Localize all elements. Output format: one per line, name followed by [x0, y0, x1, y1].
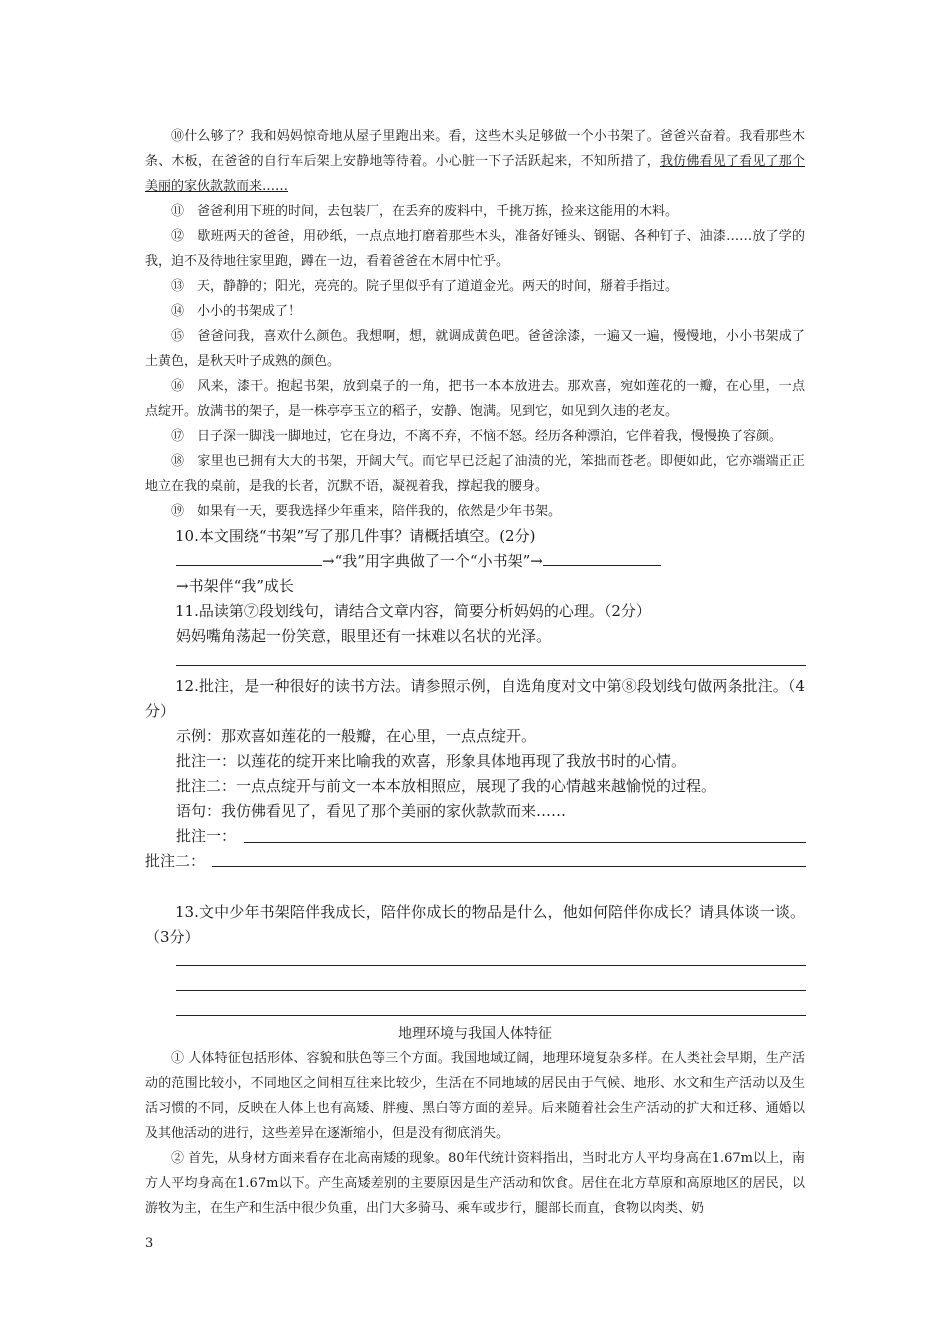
annotation-two-line[interactable] — [212, 866, 806, 867]
answer-blank-2[interactable] — [543, 551, 661, 566]
paragraph-14: ⑭ 小小的书架成了！ — [171, 304, 302, 319]
article-paragraph-1: ① 人体特征包括形体、容貌和肤色等三个方面。我国地域辽阔，地理环境复杂多样。在人类社会早期，生产活动的范围比较小，不同地区之间相互往来比较少，生活在不同地域的居民由于气候、地形、水文和生产活动以及生活习惯的不同，反映在人体上也有高矮、胖瘦、黑白等方面的差异。后来随着社会生产活动的扩大和迁移、通婚以及其他活动的进行，这些差异在逐渐缩小，但是没有彻底消失。 — [145, 1051, 805, 1141]
annotation-two-label: 批注二： — [145, 852, 206, 870]
question-12: 12.批注，是一种很好的读书方法。请参照示例，自选角度对文中第⑧段划线句做两条批注。（4分） — [145, 677, 805, 720]
answer-blank-1[interactable] — [176, 551, 322, 566]
paragraph-13: ⑬ 天，静静的；阳光，亮亮的。院子里似乎有了道道金光。两天的时间，掰着手指过。 — [171, 279, 679, 294]
answer-line-13-1[interactable] — [176, 965, 806, 966]
paragraph-18: ⑱ 家里也已拥有大大的书架，开阔大气。而它早已泛起了油渍的光，笨拙而苍老。即便如此，它亦端端正正地立在我的桌前，是我的长者，沉默不语，凝视着我，撑起我的腰身。 — [145, 454, 805, 494]
underlined-sentence: 我仿佛看见了看见了那个美丽的家伙款款而来…… — [145, 154, 805, 194]
paragraph-10 — [145, 124, 805, 199]
question-10: 10.本文围绕“书架”写了那几件事？请概括填空。(2分) — [175, 527, 536, 545]
paragraph-11: ⑪ 爸爸利用下班的时间，去包装厂，在丢弃的废料中，千挑万拣，捡来这能用的木料。 — [171, 204, 679, 219]
annotation-one-line[interactable] — [244, 842, 806, 843]
answer-line-11[interactable] — [176, 665, 806, 666]
article-paragraph-2: ② 首先，从身材方面来看存在北高南矮的现象。80年代统计资料指出，当时北方人平均身高在1.67m以上，南方人平均身高在1.67m以下。产生高矮差别的主要原因是生产活动和饮食。居住在北方草原和高原地区的居民，以游牧为主，在生产和生活中很少负重，出门大多骑马、乘车或步行，腿部长而直，食物以肉类、奶 — [145, 1151, 805, 1216]
question-10-fill — [176, 549, 776, 574]
paragraph-10-text: ⑩什么够了？我和妈妈惊奇地从屋子里跑出来。看，这些木头足够做一个小书架了。爸爸兴奋着。我看那些木条、木板，在爸爸的自行车后架上安静地等待着。小心脏一下子活跃起来，不知所措了， — [145, 129, 805, 169]
paragraph-19: ⑲ 如果有一天，要我选择少年重来，陪伴我的，依然是少年书架。 — [171, 504, 562, 519]
question-11-quote: 妈妈嘴角荡起一份笑意，眼里还有一抹难以名状的光泽。 — [176, 627, 552, 645]
page-number: 3 — [145, 1236, 154, 1251]
answer-line-13-3[interactable] — [176, 1015, 806, 1016]
article-title: 地理环境与我国人体特征 — [398, 1026, 552, 1042]
paragraph-12: ⑫ 歇班两天的爸爸，用砂纸，一点点地打磨着那些木头，准备好锤头、钢锯、各种钉子、油漆……放了学的我，迫不及待地往家里跑，蹲在一边，看着爸爸在木屑中忙乎。 — [145, 229, 805, 269]
question-11: 11.品读第⑦段划线句，请结合文章内容，简要分析妈妈的心理。（2分） — [175, 602, 651, 620]
paragraph-16: ⑯ 风来，漆干。抱起书架，放到桌子的一角，把书一本本放进去。那欢喜，宛如莲花的一瓣，在心里，一点点绽开。放满书的架子，是一株亭亭玉立的稻子，安静、饱满。见到它，如见到久违的老友。 — [145, 379, 805, 419]
paragraph-15: ⑮ 爸爸问我，喜欢什么颜色。我想啊，想，就调成黄色吧。爸爸涂漆，一遍又一遍，慢慢地，小小书架成了土黄色，是秋天叶子成熟的颜色。 — [145, 329, 805, 369]
answer-line-13-2[interactable] — [176, 990, 806, 991]
question-13: 13.文中少年书架陪伴我成长，陪伴你成长的物品是什么，他如何陪伴你成长？请具体谈一谈。（3分） — [145, 903, 805, 946]
question-10-middle-text: →“我”用字典做了一个“小书架”→ — [322, 552, 543, 570]
question-12-sentence: 语句：我仿佛看见了，看见了那个美丽的家伙款款而来…… — [176, 802, 567, 820]
question-12-note-two: 批注二：一点点绽开与前文一本本放相照应，展现了我的心情越来越愉悦的过程。 — [176, 777, 717, 795]
question-10-end-text: →书架伴“我”成长 — [176, 577, 294, 595]
question-12-example: 示例：那欢喜如莲花的一般瓣，在心里，一点点绽开。 — [176, 727, 537, 745]
annotation-one-label: 批注一： — [176, 827, 237, 845]
question-12-note-one: 批注一：以莲花的绽开来比喻我的欢喜，形象具体地再现了我放书时的心情。 — [176, 752, 687, 770]
paragraph-17: ⑰ 日子深一脚浅一脚地过，它在身边，不离不弃，不恼不怒。经历各种漂泊，它伴着我，慢慢换了容颜。 — [171, 429, 783, 444]
